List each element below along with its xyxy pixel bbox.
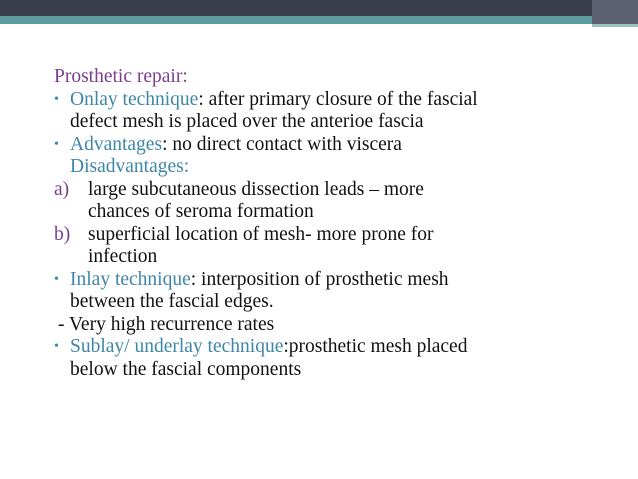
inlay-text: : interposition of prosthetic mesh [190, 268, 449, 290]
bullet-dot-icon: • [54, 91, 59, 107]
header-bar-dark [0, 0, 638, 16]
disadvantage-b-marker: b) [54, 223, 71, 245]
bullet-dot-icon: • [54, 136, 59, 152]
slide-heading: Prosthetic repair: [54, 66, 188, 87]
disadvantage-a-continued: chances of seroma formation [88, 201, 314, 222]
disadvantage-a-text: large subcutaneous dissection leads – more [88, 178, 424, 200]
sublay-item [54, 336, 614, 359]
onlay-term: Onlay technique [70, 88, 199, 110]
sublay-text: :prosthetic mesh placed [283, 336, 468, 357]
inlay-note: - Very high recurrence rates [58, 313, 275, 335]
bullet-dot-icon: • [54, 339, 59, 354]
onlay-text: : after primary closure of the fascial [198, 88, 478, 110]
onlay-text-continued: defect mesh is placed over the anterioe fascia [70, 111, 424, 132]
disadvantage-a-marker: a) [54, 178, 70, 200]
inlay-text-continued: between the fascial edges. [70, 291, 274, 312]
inlay-item [54, 269, 614, 292]
sublay-text-continued: below the fascial components [70, 358, 302, 380]
advantages-term: Advantages [70, 133, 163, 155]
disadvantages-label: Disadvantages: [70, 156, 190, 177]
header-accent-line [592, 24, 638, 27]
inlay-term: Inlay technique [70, 268, 191, 290]
bullet-dot-icon: • [54, 271, 59, 287]
disadvantage-b-continued: infection [88, 246, 158, 267]
header-accent-block [592, 0, 638, 24]
disadvantage-b-text: superficial location of mesh- more prone for [88, 223, 434, 245]
disadvantage-a [54, 179, 614, 202]
advantages-text: : no direct contact with viscera [162, 133, 402, 155]
sublay-term: Sublay/ underlay technique [70, 336, 284, 357]
disadvantage-b [54, 224, 614, 247]
slide-content [54, 66, 614, 381]
header-bar-teal [0, 16, 638, 24]
advantages-item [54, 134, 614, 157]
onlay-item [54, 89, 614, 112]
